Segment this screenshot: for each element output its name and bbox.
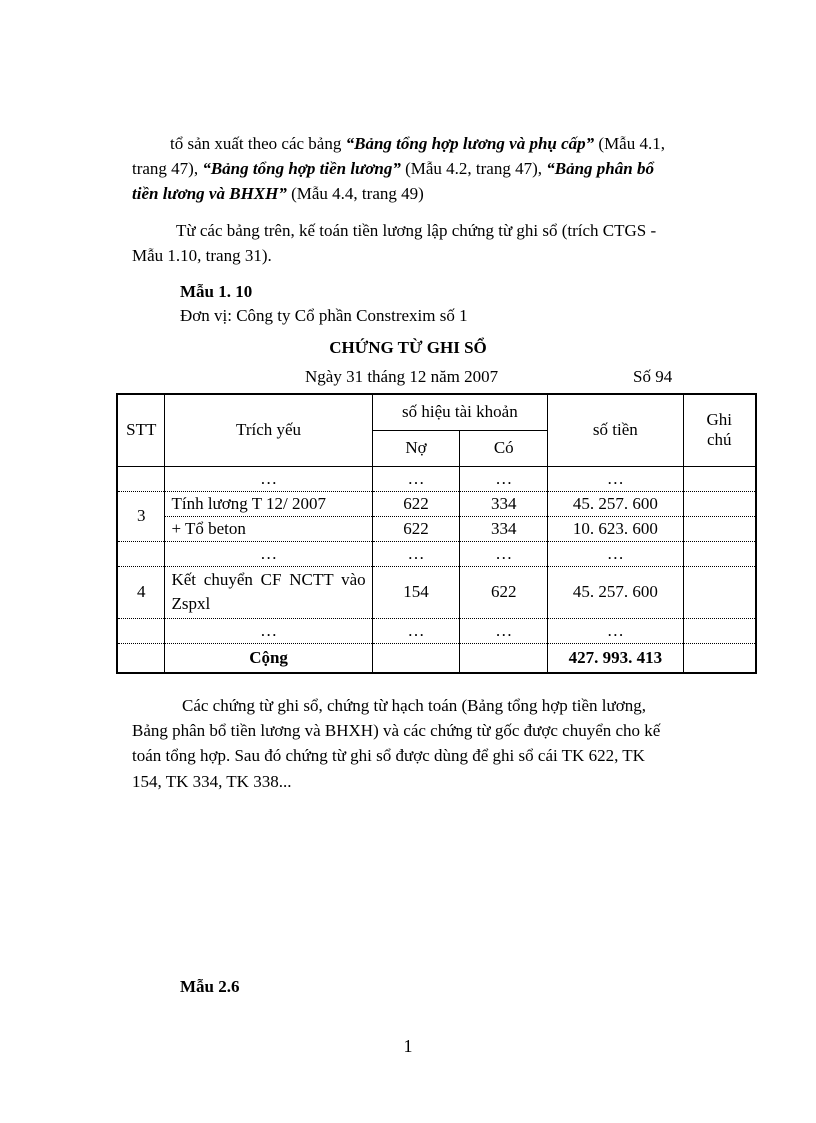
cell-no: 622 <box>372 491 460 516</box>
doc-ref: “Bảng tổng hợp lương và phụ cấp” <box>345 134 595 153</box>
cell-amount: … <box>548 466 683 491</box>
cell-co: 622 <box>460 566 548 618</box>
header-trich-yeu: Trích yếu <box>165 394 372 466</box>
text: (Mẫu 4.1, <box>594 134 665 153</box>
doc-ref: tiền lương và BHXH” <box>132 184 287 203</box>
cell-desc: + Tổ beton <box>165 516 372 541</box>
cell-desc: … <box>165 466 372 491</box>
date-line: Ngày 31 tháng 12 năm 2007 <box>305 367 499 386</box>
cell-note <box>683 516 756 541</box>
cell-note <box>683 618 756 643</box>
cell-stt <box>117 541 165 566</box>
para1-line2 <box>132 158 654 180</box>
header-so-hieu: số hiệu tài khoản <box>372 394 547 430</box>
table-row <box>117 516 756 541</box>
total-amount: 427. 993. 413 <box>548 643 683 673</box>
text: trang 47), <box>132 159 203 178</box>
cell-amount: 10. 623. 600 <box>548 516 683 541</box>
form-label: Mẫu 1. 10 <box>180 282 253 301</box>
header-co: Có <box>460 430 548 466</box>
table-row <box>117 618 756 643</box>
cell-no: … <box>372 618 460 643</box>
total-label: Cộng <box>165 643 372 673</box>
cell-desc: Kết chuyển CF NCTT vào Zspxl <box>165 566 372 618</box>
doc-title: CHỨNG TỪ GHI SỔ <box>329 338 487 357</box>
cell-no: 154 <box>372 566 460 618</box>
ledger-table <box>116 393 757 674</box>
cell-note <box>683 541 756 566</box>
doc-ref: “Bảng tổng hợp tiền lương” <box>202 159 401 178</box>
para3-line4: 154, TK 334, TK 338... <box>132 772 292 791</box>
table-row <box>117 541 756 566</box>
cell-stt: 4 <box>117 566 165 618</box>
cell-co <box>460 643 548 673</box>
form-label-2: Mẫu 2.6 <box>180 977 240 996</box>
text: (Mẫu 4.2, trang 47), <box>400 159 547 178</box>
cell-no: … <box>372 466 460 491</box>
para3-line2: Bảng phân bổ tiền lương và BHXH) và các chứng từ gốc được chuyển cho kế <box>132 721 661 740</box>
table-row <box>117 466 756 491</box>
para1-line1 <box>170 133 665 155</box>
cell-note <box>683 643 756 673</box>
cell-amount: 45. 257. 600 <box>548 491 683 516</box>
cell-note <box>683 566 756 618</box>
cell-co: … <box>460 466 548 491</box>
cell-stt: 3 <box>117 491 165 541</box>
cell-amount: … <box>548 618 683 643</box>
para2-line1: Từ các bảng trên, kế toán tiền lương lập chứng từ ghi sổ (trích CTGS - <box>176 221 657 240</box>
cell-stt <box>117 643 165 673</box>
cell-note <box>683 491 756 516</box>
cell-no: … <box>372 541 460 566</box>
page-number: 1 <box>403 1036 413 1056</box>
cell-no: 622 <box>372 516 460 541</box>
header-ghi-chu: Ghi chú <box>683 394 756 466</box>
total-row <box>117 643 756 673</box>
table-row <box>117 566 756 618</box>
para1-line3 <box>132 183 424 205</box>
cell-amount: 45. 257. 600 <box>548 566 683 618</box>
para2-line2: Mẫu 1.10, trang 31). <box>132 246 272 265</box>
cell-no <box>372 643 460 673</box>
cell-co: 334 <box>460 491 548 516</box>
cell-co: 334 <box>460 516 548 541</box>
cell-desc: … <box>165 541 372 566</box>
text: (Mẫu 4.4, trang 49) <box>286 184 424 203</box>
text: tổ sản xuất theo các bảng <box>170 134 346 153</box>
cell-stt <box>117 466 165 491</box>
cell-co: … <box>460 541 548 566</box>
table-row <box>117 491 756 516</box>
header-stt: STT <box>117 394 165 466</box>
cell-desc: Tính lương T 12/ 2007 <box>165 491 372 516</box>
cell-amount: … <box>548 541 683 566</box>
cell-desc: … <box>165 618 372 643</box>
para3-line3: toán tổng hợp. Sau đó chứng từ ghi sổ được dùng để ghi sổ cái TK 622, TK <box>132 746 645 765</box>
unit-line: Đơn vị: Công ty Cổ phần Constrexim số 1 <box>180 306 468 325</box>
cell-note <box>683 466 756 491</box>
cell-co: … <box>460 618 548 643</box>
para3-line1: Các chứng từ ghi sổ, chứng từ hạch toán (Bảng tổng hợp tiền lương, <box>182 696 646 715</box>
doc-number: Số 94 <box>633 367 673 386</box>
header-no: Nợ <box>372 430 460 466</box>
header-so-tien: số tiền <box>548 394 683 466</box>
cell-stt <box>117 618 165 643</box>
doc-ref: “Bảng phân bổ <box>546 159 654 178</box>
